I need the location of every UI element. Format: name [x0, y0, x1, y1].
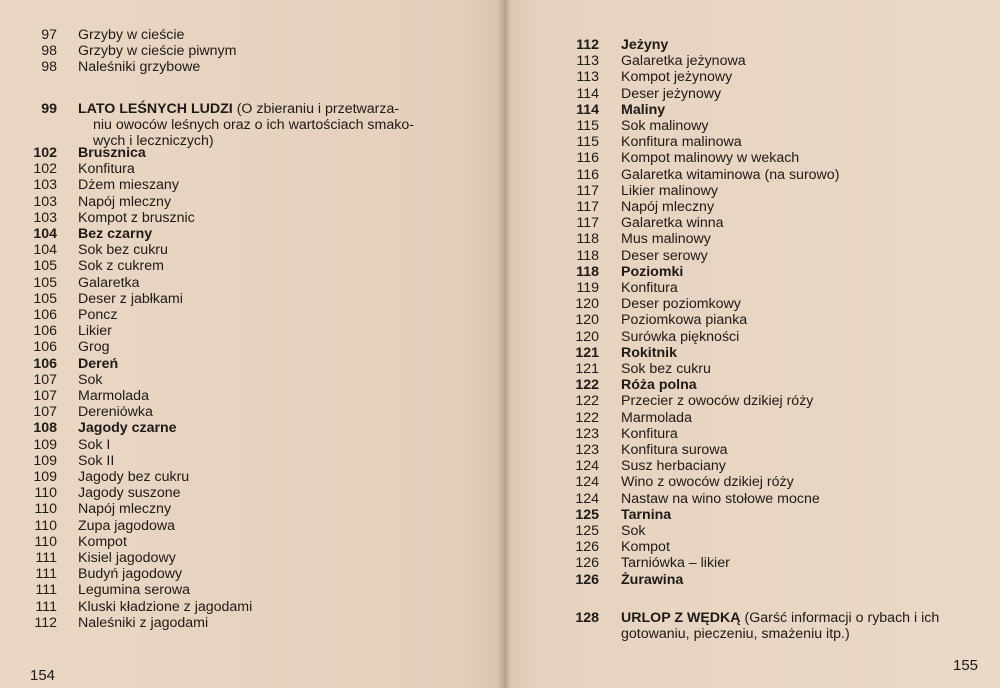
- toc-recipe-title: Kisiel jagodowy: [78, 550, 176, 566]
- chapter-heading-lato: [0, 101, 399, 117]
- toc-entry: [0, 161, 135, 177]
- toc-recipe-title: Jagody suszone: [78, 485, 181, 502]
- toc-recipe-title: Kompot malinowy w wekach: [621, 150, 800, 167]
- toc-entry: [511, 329, 739, 345]
- toc-recipe-title: Kluski kładzione z jagodami: [78, 598, 253, 615]
- toc-page-number: 106: [33, 307, 57, 323]
- toc-entry: [0, 582, 190, 598]
- toc-entry: [511, 572, 683, 588]
- toc-page-number: 114: [576, 85, 599, 102]
- toc-page-number: 118: [576, 231, 599, 248]
- toc-page-number: 110: [34, 501, 57, 518]
- toc-entry: [0, 177, 179, 193]
- book-gutter: [497, 0, 511, 688]
- toc-page-number: 107: [33, 404, 57, 421]
- toc-recipe-title: Deser poziomkowy: [621, 296, 741, 313]
- toc-entry: [511, 555, 730, 571]
- toc-page-number: 120: [575, 296, 599, 313]
- toc-entry: [511, 507, 671, 523]
- toc-recipe-title: Dereniówka: [78, 404, 153, 421]
- toc-recipe-title: Kompot: [78, 533, 127, 550]
- toc-page-number: 113: [576, 53, 599, 70]
- toc-section-title: Tarnina: [621, 506, 672, 523]
- toc-entry: [511, 377, 697, 393]
- toc-recipe-title: Sok: [621, 523, 646, 539]
- toc-page-number: 110: [34, 517, 57, 534]
- toc-page-number: 111: [35, 598, 57, 615]
- toc-page-number: 117: [576, 215, 599, 232]
- toc-recipe-title: Mus malinowy: [621, 231, 711, 248]
- toc-entry: [0, 43, 236, 59]
- toc-entry: [0, 339, 110, 355]
- toc-page-number: 106: [33, 355, 57, 372]
- toc-entry: [0, 242, 168, 258]
- toc-recipe-title: Poncz: [78, 307, 118, 323]
- toc-page-number: 115: [576, 134, 599, 151]
- toc-entry: [511, 102, 665, 118]
- toc-page-number: 120: [575, 328, 599, 345]
- toc-entry: [511, 296, 741, 312]
- toc-recipe-title: Galaretka jeżynowa: [621, 53, 746, 70]
- toc-recipe-title: Konfitura: [621, 425, 678, 442]
- left-page: [0, 0, 497, 688]
- toc-page-number: 118: [576, 247, 599, 264]
- toc-entry: [511, 523, 645, 539]
- toc-entry: [0, 323, 112, 339]
- toc-page-number: 117: [576, 199, 599, 215]
- toc-page-number: 126: [575, 539, 599, 556]
- toc-entry: [0, 145, 146, 161]
- toc-section-title: Róża polna: [621, 377, 697, 394]
- toc-page-number: 111: [35, 550, 57, 566]
- toc-entry: [0, 388, 149, 404]
- toc-recipe-title: Nastaw na wino stołowe mocne: [621, 490, 820, 507]
- toc-recipe-title: Surówka piękności: [621, 328, 740, 345]
- chapter-title: LATO LEŚNYCH LUDZI: [78, 101, 233, 117]
- chapter-title-line: [78, 101, 399, 117]
- toc-page-number: 112: [576, 37, 599, 53]
- toc-entry: [511, 361, 711, 377]
- toc-entry: [0, 437, 110, 453]
- toc-entry: [0, 194, 171, 210]
- toc-recipe-title: Marmolada: [621, 409, 692, 426]
- toc-entry: [511, 539, 670, 555]
- toc-entry: [511, 215, 724, 231]
- toc-entry: [0, 372, 102, 388]
- toc-page-number: 126: [575, 571, 599, 588]
- toc-page-number: 125: [575, 506, 599, 523]
- toc-entry: [511, 442, 727, 458]
- toc-page-number: 105: [33, 290, 57, 307]
- toc-page-number: 117: [576, 182, 599, 199]
- toc-recipe-title: Dżem mieszany: [78, 177, 179, 194]
- toc-recipe-title: Konfitura malinowa: [621, 134, 742, 151]
- toc-recipe-title: Kompot: [621, 539, 670, 556]
- toc-entry: [0, 404, 153, 420]
- toc-page-number: 119: [576, 280, 599, 296]
- toc-recipe-title: Konfitura surowa: [621, 442, 728, 458]
- toc-entry: [511, 248, 708, 264]
- toc-page-number: 122: [575, 393, 599, 410]
- toc-recipe-title: Susz herbaciany: [621, 458, 726, 475]
- toc-page-number: 110: [34, 533, 57, 550]
- toc-entry: [511, 393, 813, 409]
- toc-recipe-title: Grog: [78, 339, 110, 356]
- chapter-page-number: 99: [41, 101, 57, 117]
- toc-page-number: 109: [33, 469, 57, 485]
- toc-recipe-title: Deser jeżynowy: [621, 85, 722, 102]
- toc-entry: [511, 410, 692, 426]
- toc-page-number: 116: [576, 166, 599, 183]
- toc-entry: [0, 599, 252, 615]
- toc-page-number: 102: [33, 161, 57, 178]
- toc-page-number: 123: [575, 442, 599, 458]
- toc-page-number: 121: [575, 361, 599, 377]
- toc-recipe-title: Sok z cukrem: [78, 258, 164, 275]
- toc-page-number: 123: [575, 425, 599, 442]
- toc-recipe-title: Sok bez cukru: [621, 361, 711, 377]
- toc-recipe-title: Kompot jeżynowy: [621, 69, 733, 86]
- toc-entry: [0, 307, 117, 323]
- toc-recipe-title: Konfitura: [78, 161, 135, 178]
- toc-section-title: Rokitnik: [621, 344, 677, 361]
- toc-recipe-title: Naleśniki z jagodami: [78, 614, 209, 631]
- toc-recipe-title: Wino z owoców dzikiej róży: [621, 474, 794, 491]
- toc-entry: [0, 566, 182, 582]
- toc-recipe-title: Grzyby w cieście: [78, 27, 185, 43]
- toc-entry: [511, 183, 718, 199]
- toc-page-number: 108: [33, 420, 57, 437]
- toc-section-title: Brusznica: [78, 145, 146, 161]
- toc-section-title: Bez czarny: [78, 226, 153, 242]
- toc-recipe-title: Likier malinowy: [621, 182, 718, 199]
- toc-recipe-title: Budyń jagodowy: [78, 566, 183, 583]
- toc-page-number: 98: [41, 43, 57, 60]
- toc-page-number: 107: [33, 371, 57, 388]
- toc-page-number: 106: [33, 339, 57, 356]
- toc-entry: [511, 53, 746, 69]
- toc-entry: [511, 345, 677, 361]
- toc-page-number: 112: [34, 614, 57, 631]
- toc-recipe-title: Galaretka witaminowa (na surowo): [621, 166, 840, 183]
- toc-page-number: 109: [33, 436, 57, 453]
- chapter-title-line: [621, 610, 939, 626]
- chapter-description: (O zbieraniu i przetwarza-: [232, 101, 400, 117]
- toc-page-number: 104: [33, 226, 57, 242]
- toc-recipe-title: Poziomkowa pianka: [621, 312, 748, 329]
- toc-recipe-title: Likier: [78, 323, 112, 340]
- toc-page-number: 124: [575, 474, 599, 491]
- toc-recipe-title: Galaretka: [78, 274, 140, 291]
- chapter-description-line2: niu owoców leśnych oraz o ich wartościach smako-: [93, 117, 414, 133]
- toc-entry: [511, 280, 678, 296]
- toc-section-title: Dereń: [78, 355, 119, 372]
- toc-entry: [511, 312, 747, 328]
- toc-page-number: 124: [575, 490, 599, 507]
- toc-page-number: 104: [33, 242, 57, 259]
- toc-recipe-title: Deser serowy: [621, 247, 708, 264]
- toc-recipe-title: Sok malinowy: [621, 118, 709, 134]
- toc-entry: [0, 275, 140, 291]
- toc-page-number: 106: [33, 323, 57, 340]
- toc-page-number: 118: [576, 263, 599, 280]
- toc-entry: [0, 59, 200, 75]
- toc-entry: [511, 167, 839, 183]
- toc-entry: [511, 86, 721, 102]
- toc-page-number: 109: [33, 452, 57, 469]
- toc-section-title: Jeżyny: [621, 37, 669, 53]
- toc-entry: [0, 258, 164, 274]
- chapter-description-line3: wych i leczniczych): [93, 133, 214, 149]
- toc-entry: [0, 291, 183, 307]
- toc-recipe-title: Galaretka winna: [621, 215, 724, 232]
- toc-recipe-title: Legumina serowa: [78, 582, 190, 599]
- toc-entry: [511, 150, 799, 166]
- toc-section-title: Maliny: [621, 101, 666, 118]
- toc-entry: [511, 458, 726, 474]
- toc-page-number: 120: [575, 312, 599, 329]
- page-number: 154: [30, 667, 56, 684]
- toc-entry: [0, 27, 184, 43]
- toc-page-number: 116: [576, 150, 599, 167]
- toc-entry: [511, 474, 794, 490]
- toc-page-number: 115: [576, 118, 599, 134]
- toc-page-number: 124: [575, 458, 599, 475]
- toc-recipe-title: Konfitura: [621, 280, 678, 296]
- toc-section-title: Poziomki: [621, 263, 684, 280]
- toc-recipe-title: Sok I: [78, 436, 111, 453]
- toc-entry: [511, 118, 709, 134]
- toc-section-title: Żurawina: [621, 571, 684, 588]
- toc-recipe-title: Kompot z brusznic: [78, 209, 195, 226]
- toc-entry: [0, 420, 177, 436]
- toc-entry: [0, 615, 208, 631]
- toc-page-number: 122: [575, 409, 599, 426]
- toc-entry: [0, 534, 127, 550]
- toc-page-number: 105: [33, 274, 57, 291]
- toc-recipe-title: Napój mleczny: [621, 199, 715, 215]
- toc-recipe-title: Napój mleczny: [78, 501, 172, 518]
- toc-entry: [0, 501, 171, 517]
- toc-page-number: 102: [33, 145, 57, 161]
- toc-page-number: 122: [575, 377, 599, 394]
- toc-entry: [0, 356, 118, 372]
- toc-recipe-title: Jagody bez cukru: [78, 469, 190, 485]
- toc-entry: [511, 491, 820, 507]
- toc-page-number: 113: [576, 69, 599, 86]
- toc-entry: [0, 485, 181, 501]
- toc-page-number: 105: [33, 258, 57, 275]
- toc-recipe-title: Sok: [78, 371, 103, 388]
- toc-recipe-title: Zupa jagodowa: [78, 517, 176, 534]
- chapter-page-number: 128: [575, 610, 599, 626]
- toc-entry: [0, 550, 176, 566]
- toc-recipe-title: Marmolada: [78, 388, 149, 404]
- toc-recipe-title: Tarniówka – likier: [621, 555, 730, 572]
- toc-recipe-title: Naleśniki grzybowe: [78, 59, 201, 76]
- toc-section-title: Jagody czarne: [78, 420, 177, 437]
- toc-page-number: 103: [33, 193, 57, 210]
- page-number: 155: [953, 657, 979, 674]
- toc-entry: [511, 134, 742, 150]
- toc-entry: [511, 231, 711, 247]
- toc-page-number: 103: [33, 209, 57, 226]
- toc-entry: [511, 426, 678, 442]
- toc-recipe-title: Sok bez cukru: [78, 242, 168, 259]
- toc-recipe-title: Przecier z owoców dzikiej róży: [621, 393, 814, 410]
- toc-page-number: 103: [33, 177, 57, 194]
- toc-entry: [0, 226, 152, 242]
- toc-page-number: 107: [33, 388, 57, 404]
- toc-entry: [511, 264, 683, 280]
- toc-page-number: 126: [575, 555, 599, 572]
- chapter-description-line2: gotowaniu, pieczeniu, smażeniu itp.): [621, 626, 850, 642]
- toc-page-number: 111: [35, 582, 57, 599]
- toc-entry: [511, 199, 714, 215]
- toc-entry: [0, 518, 175, 534]
- toc-page-number: 98: [41, 59, 57, 76]
- toc-page-number: 111: [35, 566, 57, 583]
- toc-page-number: 121: [575, 344, 599, 361]
- toc-entry: [511, 69, 732, 85]
- toc-recipe-title: Napój mleczny: [78, 193, 172, 210]
- toc-recipe-title: Deser z jabłkami: [78, 290, 183, 307]
- chapter-heading-urlop: [511, 610, 939, 626]
- toc-entry: [0, 210, 195, 226]
- chapter-description: (Garść informacji o rybach i ich: [740, 610, 940, 626]
- toc-entry: [0, 469, 189, 485]
- toc-page-number: 97: [41, 27, 57, 43]
- toc-entry: [0, 453, 114, 469]
- toc-page-number: 114: [576, 101, 599, 118]
- chapter-title: URLOP Z WĘDKĄ: [621, 610, 741, 626]
- toc-page-number: 110: [34, 485, 57, 502]
- toc-page-number: 125: [575, 523, 599, 539]
- toc-entry: [511, 37, 668, 53]
- toc-recipe-title: Sok II: [78, 452, 115, 469]
- right-page: [511, 0, 1000, 688]
- toc-recipe-title: Grzyby w cieście piwnym: [78, 43, 237, 60]
